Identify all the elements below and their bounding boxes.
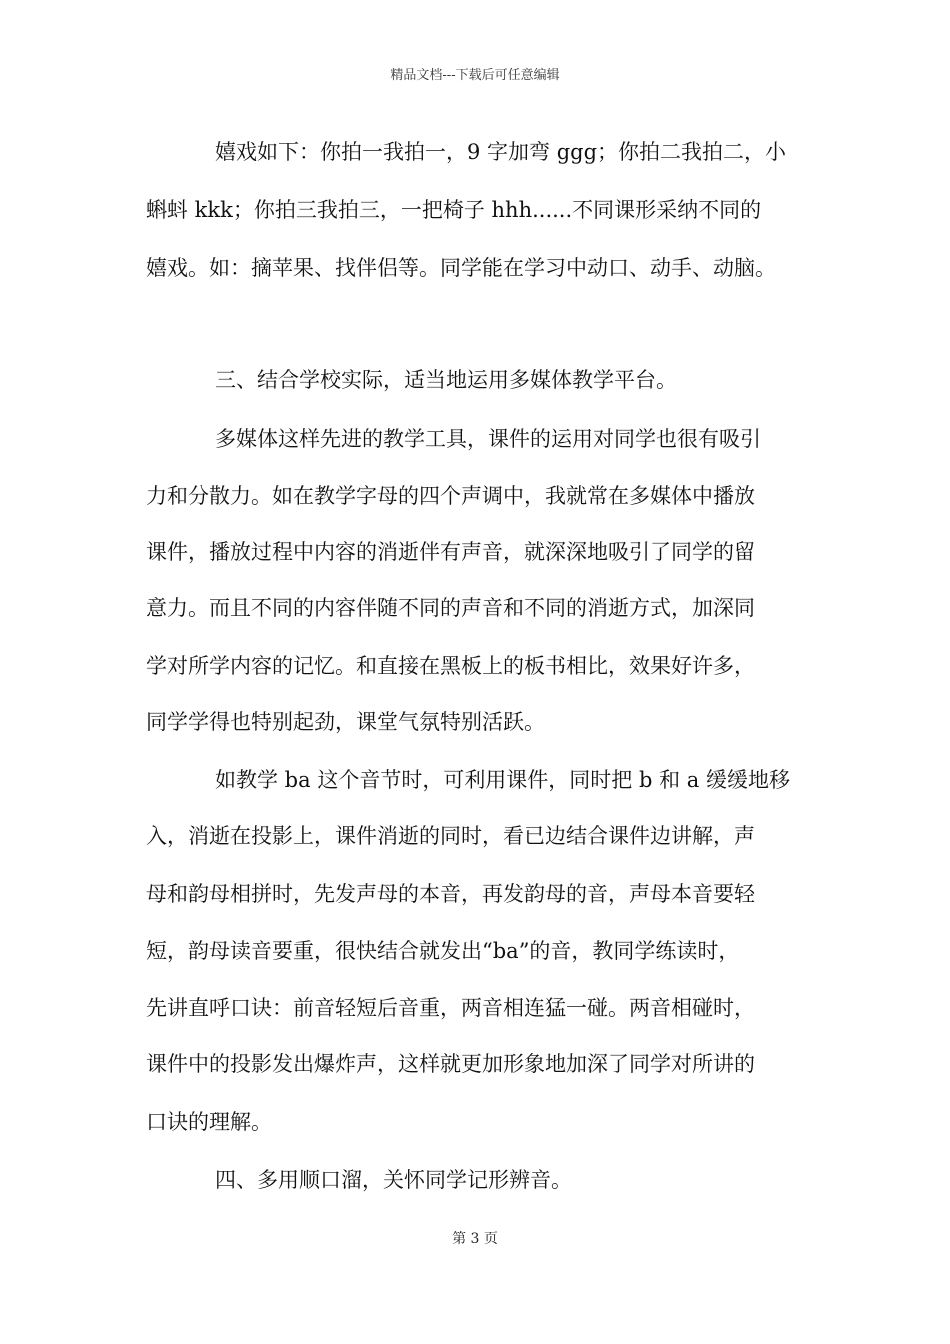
text-line: 母和韵母相拼时，先发声母的本音，再发韵母的音，声母本音要轻 [146, 882, 755, 906]
text-line: 课件，播放过程中内容的消逝伴有声音，就深深地吸引了同学的留 [146, 540, 755, 564]
text-line: 入，消逝在投影上，课件消逝的同时，看已边结合课件边讲解，声 [146, 824, 755, 848]
page-header: 精品文档---下载后可任意编辑 [390, 68, 560, 83]
text-line: 多媒体这样先进的教学工具，课件的运用对同学也很有吸引 [215, 427, 761, 451]
text-line: 嬉戏如下：你拍一我拍一，9 字加弯 ggg；你拍二我拍二，小 [215, 140, 787, 164]
text-line: 同学学得也特别起劲，课堂气氛特别活跃。 [146, 710, 545, 734]
text-line: 学对所学内容的记忆。和直接在黑板上的板书相比，效果好许多， [146, 654, 755, 678]
text-line: 课件中的投影发出爆炸声，这样就更加形象地加深了同学对所讲的 [146, 1052, 755, 1076]
text-line: 先讲直呼口诀：前音轻短后音重，两音相连猛一碰。两音相碰时， [146, 996, 755, 1020]
text-line: 嬉戏。如：摘苹果、找伴侣等。同学能在学习中动口、动手、动脑。 [146, 256, 776, 280]
section-heading: 三、结合学校实际，适当地运用多媒体教学平台。 [215, 368, 677, 392]
text-line: 力和分散力。如在教学字母的四个声调中，我就常在多媒体中播放 [146, 484, 755, 508]
section-heading: 四、多用顺口溜，关怀同学记形辨音。 [215, 1168, 572, 1192]
text-line: 口诀的理解。 [146, 1110, 272, 1134]
text-line: 如教学 ba 这个音节时，可利用课件，同时把 b 和 a 缓缓地移 [215, 768, 790, 792]
text-line: 意力。而且不同的内容伴随不同的声音和不同的消逝方式，加深同 [146, 596, 755, 620]
page-number: 第 3 页 [452, 1231, 498, 1247]
text-line: 短，韵母读音要重，很快结合就发出“ba”的音，教同学练读时， [146, 939, 740, 963]
text-line: 蝌蚪 kkk；你拍三我拍三，一把椅子 hhh......不同课形采纳不同的 [146, 198, 762, 222]
